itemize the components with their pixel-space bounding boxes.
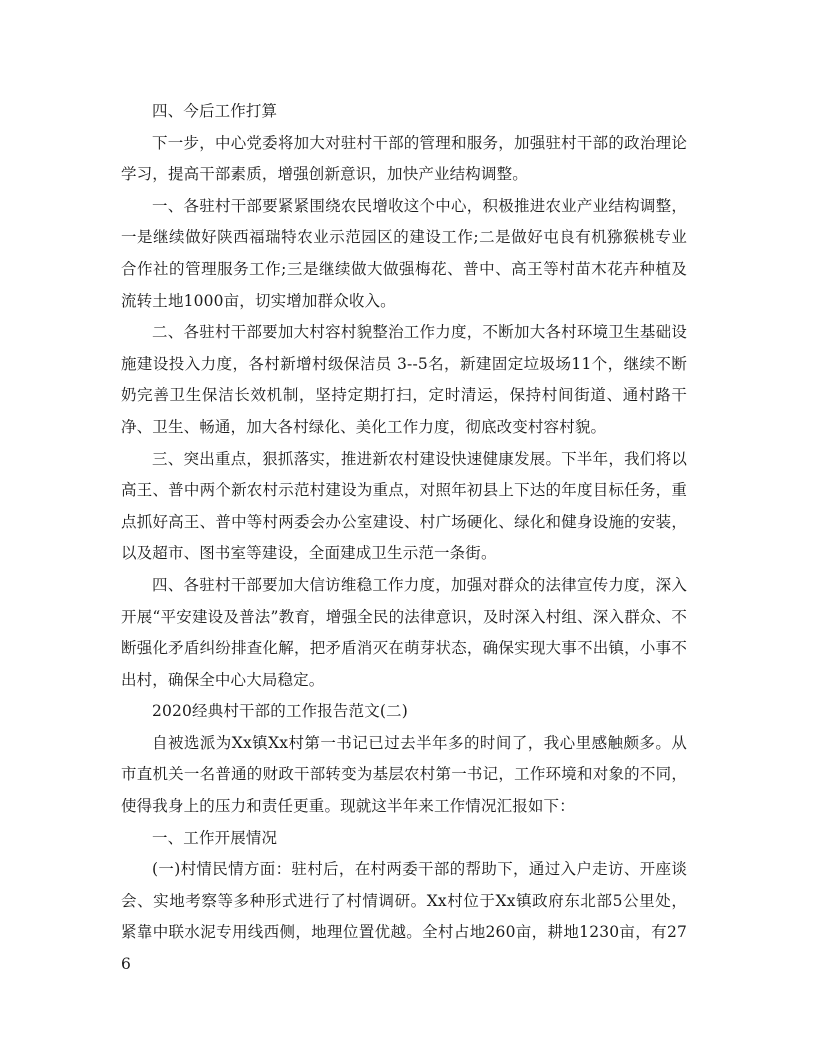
paragraph-village-status: (一)村情民情方面：驻村后，在村两委干部的帮助下，通过入户走访、开座谈会、实地考察等多种形式进行了村情调研。Xx村位于Xx镇政府东北部5公里处，紧靠中联水泥专用线西侧，地理位置优越。全村占地260亩，耕地1230亩，有276 — [121, 860, 687, 974]
paragraph-item-4: 四、各驻村干部要加大信访维稳工作力度，加强对群众的法律宣传力度，深入开展“平安建设及普法”教育，增强全民的法律意识，及时深入村组、深入群众、不断强化矛盾纠纷排查化解，把矛盾消灭在萌芽状态，确保实现大事不出镇，小事不出村，确保全中心大局稳定。 — [121, 575, 687, 689]
paragraph-next-step: 下一步，中心党委将加大对驻村干部的管理和服务，加强驻村干部的政治理论学习，提高干部素质，增强创新意识，加快产业结构调整。 — [121, 133, 687, 184]
paragraph-item-3: 三、突出重点，狠抓落实，推进新农村建设快速健康发展。下半年，我们将以高王、普中两个新农村示范村建设为重点，对照年初县上下达的年度目标任务，重点抓好高王、普中等村两委会办公室建设、村广场硬化、绿化和健身设施的安装，以及超市、图书室等建设，全面建成卫生示范一条街。 — [121, 449, 687, 563]
section-heading-future-plan: 四、今后工作打算 — [152, 102, 278, 120]
paragraph-intro-2: 自被选派为Xx镇Xx村第一书记已过去半年多的时间了，我心里感触颇多。从市直机关一名普通的财政干部转变为基层农村第一书记，工作环境和对象的不同，使得我身上的压力和责任更重。现就这半年来工作情况汇报如下： — [121, 733, 687, 816]
paragraph-item-2: 二、各驻村干部要加大村容村貌整治工作力度，不断加大各村环境卫生基础设施建设投入力度，各村新增村级保洁员 3--5名，新建固定垃圾场11个，继续不断奶完善卫生保洁长效机制，坚持定期打扫，定时清运，保持村间街道、通村路干净、卫生、畅通，加大各村绿化、美化工作力度，彻底改变村容村貌。 — [121, 323, 687, 436]
section-heading-work-status: 一、工作开展情况 — [152, 828, 278, 847]
document-body — [121, 96, 687, 981]
paragraph-item-1: 一、各驻村干部要紧紧围绕农民增收这个中心，积极推进农业产业结构调整，一是继续做好陕西福瑞特农业示范园区的建设工作;二是做好屯良有机猕猴桃专业合作社的管理服务工作;三是继续做大做强梅花、普中、高王等村苗木花卉种植及流转土地1000亩，切实增加群众收入。 — [121, 196, 687, 310]
report-title-2: 2020经典村干部的工作报告范文(二) — [152, 702, 408, 721]
